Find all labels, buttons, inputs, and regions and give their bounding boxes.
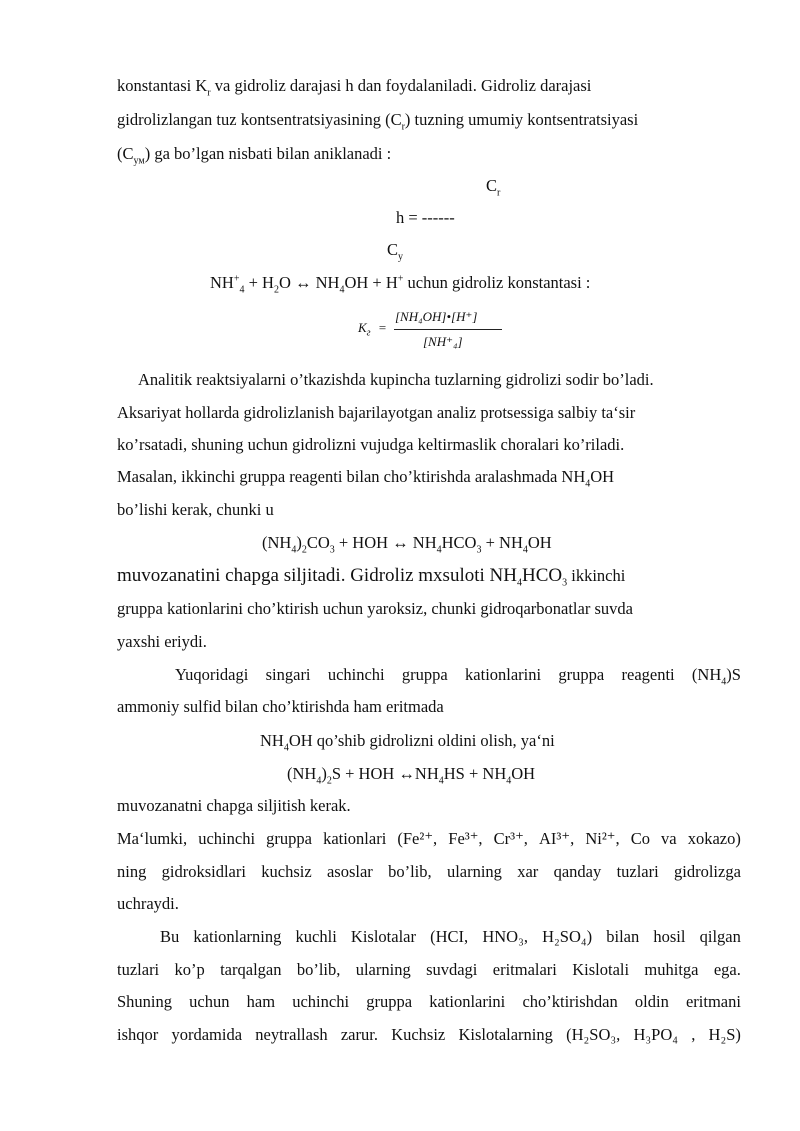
paragraph-line: Ma‘lumki, uchinchi gruppa kationlari (Fe²⁺, Fe³⁺, Cr³⁺, AI³⁺, Ni²⁺, Co va xokazo) <box>117 829 741 848</box>
paragraph-line: $NH_4OH$ qo’shib gidrolizni oldini olish, ya‘ni <box>260 731 555 754</box>
formula-denominator: [NH⁺₄] <box>423 334 463 349</box>
paragraph-line: gidrolizlangan tuz kontsentratsiyasining $(C_r)$ tuzning umumiy kontsentratsiyasi <box>117 110 639 133</box>
paragraph-line: Yuqoridagi singari uchinchi gruppa kationlarini gruppa reagenti $(NH_4)S$ <box>175 665 741 688</box>
paragraph-line: $(C_{ум})$ ga bo’lgan nisbati bilan aniklanadi : <box>117 144 392 167</box>
paragraph-line: ammoniy sulfid bilan cho’ktirishda ham eritmada <box>117 697 444 716</box>
paragraph-line: Shuning uchun ham uchinchi gruppa kationlarini cho’ktirishdan oldin eritmani <box>117 992 741 1011</box>
fraction-bar <box>394 329 502 330</box>
paragraph-line: Bu kationlarning kuchli Kislotalar (HCI, HNO₃, H₂SO₄) bilan hosil qilgan <box>160 927 741 946</box>
paragraph-line: Masalan, ikkinchi gruppa reagenti bilan cho’ktirishda aralashmada $NH_4OH$ <box>117 467 615 490</box>
formula-numerator: [NH₄OH]•[H⁺] <box>395 309 478 324</box>
equation-ammonium-hydrolysis: $NH^+_4 + H_2O$ ↔ $NH_4OH + H^+$ uchun gidroliz konstantasi : <box>210 273 591 296</box>
paragraph-line: ko’rsatadi, shuning uchun gidrolizni vujudga keltirmaslik choralari ko’riladi. <box>117 435 625 454</box>
paragraph-line: Analitik reaktsiyalarni o’tkazishda kupincha tuzlarning gidrolizi sodir bo’ladi. <box>138 370 654 389</box>
paragraph-line: uchraydi. <box>117 894 179 913</box>
paragraph-line: ishqor yordamida neytrallash zarur. Kuchsiz Kislotalarning (H₂SO₃, H₃PO₄ , H₂S) <box>117 1025 741 1044</box>
equation-ammonium-carbonate: $(NH_4)_2CO_3$ + HOH ↔ $NH_4HCO_3 + NH_4OH$ <box>262 533 552 556</box>
paragraph-line: Aksariyat hollarda gidrolizlanish bajarilayotgan analiz protsessiga salbiy ta‘sir <box>117 403 636 422</box>
formula-k-symbol: $K_г$ <box>358 320 371 339</box>
formula-equals: = <box>378 320 387 335</box>
paragraph-line: konstantasi $K_r$ va gidroliz darajasi h dan foydalaniladi. Gidroliz darajasi <box>117 76 592 99</box>
paragraph-line: muvozanatni chapga siljitish kerak. <box>117 796 351 815</box>
equation-denominator: $C_y$ <box>387 240 404 263</box>
equation-hydrolysis-degree: h = ------ <box>396 208 455 227</box>
paragraph-line: ning gidroksidlari kuchsiz asoslar bo’lib, ularning xar qanday tuzlari gidrolizga <box>117 862 741 881</box>
equation-numerator: $C_r$ <box>486 176 501 199</box>
paragraph-line: tuzlari ko’p tarqalgan bo’lib, ularning suvdagi eritmalari Kislotali muhitga ega. <box>117 960 741 979</box>
paragraph-line: yaxshi eriydi. <box>117 632 207 651</box>
equation-ammonium-sulfide: $(NH_4)_2S$ + HOH $\leftrightarrow NH_4HS + NH_4OH$ <box>287 764 536 787</box>
paragraph-line: gruppa kationlarini cho’ktirish uchun yaroksiz, chunki gidroqarbonatlar suvda <box>117 599 633 618</box>
paragraph-line: muvozanatini chapga siljitadi. Gidroliz mxsuloti $NH_4HCO_3$ ikkinchi <box>117 565 626 589</box>
paragraph-line: bo’lishi kerak, chunki u <box>117 500 274 519</box>
